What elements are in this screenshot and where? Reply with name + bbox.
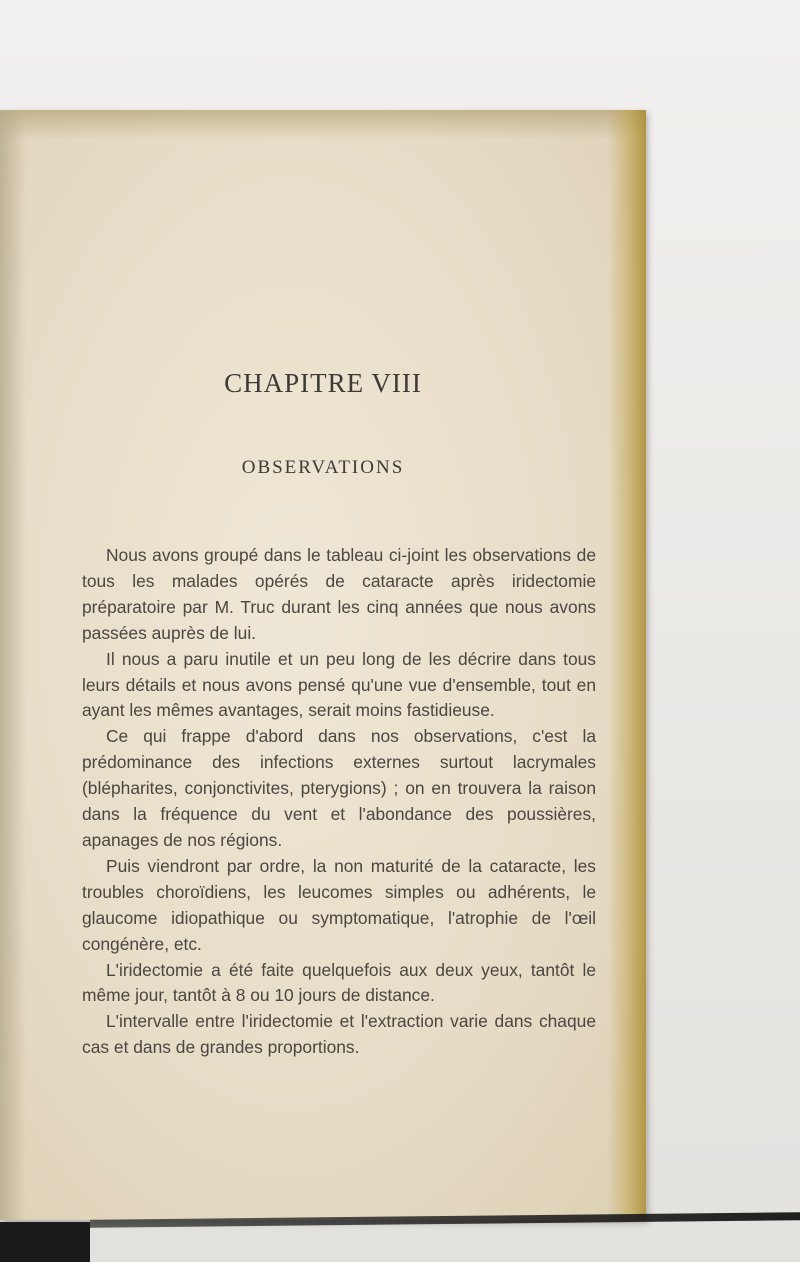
paragraph: Il nous a paru inutile et un peu long de les décrire dans tous leurs détails et nous avons pensé qu'une vue d'ensemble, tout en ayant les mêmes avantages, serait moins fastidieuse. [82,648,596,721]
body-text [82,543,596,1061]
scan-corner-shadow [0,1222,90,1262]
paragraph: Nous avons groupé dans le tableau ci-joint les observations de tous les malades opérés de cataracte après iridectomie préparatoire par M. Truc durant les cinq années que nous avons passées auprès de lui. [82,545,596,643]
page-left-shadow [0,110,26,1220]
section-title: OBSERVATIONS [241,457,405,478]
paragraph: Ce qui frappe d'abord dans nos observations, c'est la prédominance des infections externes surtout lacrymales (blépharites, conjonctivites, pterygions) ; on en trouvera la raison dans la fréquence du vent et l'abondance des poussières, apanages de nos régions. [82,726,596,850]
page-right-discoloration [608,110,646,1220]
paragraph: L'iridectomie a été faite quelquefois aux deux yeux, tantôt le même jour, tantôt à 8 ou 10 jours de distance. [82,959,596,1006]
paragraph: L'intervalle entre l'iridectomie et l'extraction varie dans chaque cas et dans de grandes proportions. [82,1011,596,1058]
paragraph: Puis viendront par ordre, la non maturité de la cataracte, les troubles choroïdiens, les leucomes simples ou adhérents, le glaucome idiopathique ou symptomatique, l'atrophie de l'œil congénère, etc. [82,855,596,954]
chapter-title: CHAPITRE VIII [224,368,422,398]
page-top-shadow [0,110,646,140]
